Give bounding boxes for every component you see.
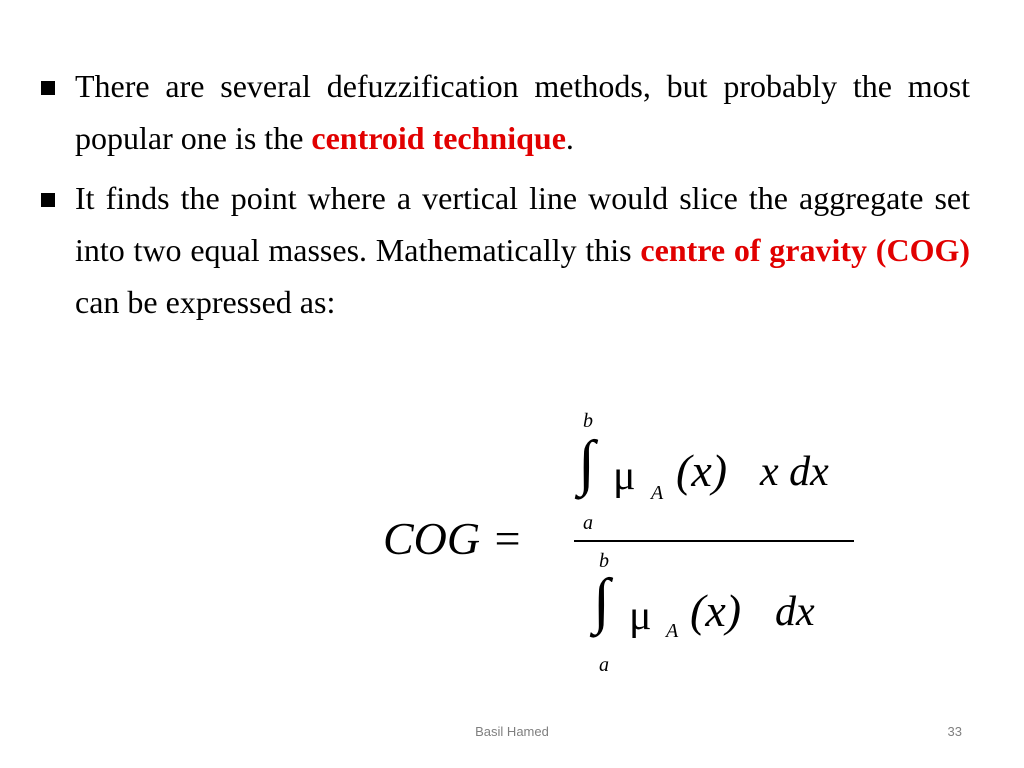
numerator-mu: μ [613,453,636,499]
numerator-subscript: A [651,482,664,504]
denominator-argument: (x) [690,585,742,636]
numerator-integral-sign: ∫ [578,429,595,497]
numerator-argument: (x) [676,445,728,496]
numerator-lower-limit: a [583,512,593,534]
numerator-upper-limit: b [583,410,593,432]
bullet-text-end: can be expressed as: [75,284,336,320]
highlight-term: centre of gravity (COG) [640,232,971,268]
bullet-text: There are several defuzzification methods, but probably the most popular one is the [75,68,970,156]
denominator-mu: μ [629,593,652,639]
page-number: 33 [947,724,962,739]
numerator-tail: x dx [760,449,829,495]
denominator-upper-limit: b [599,550,609,572]
denominator-integral-sign: ∫ [593,567,610,635]
highlight-term: centroid technique [311,120,566,156]
footer-author: Basil Hamed [475,724,549,739]
denominator-tail: dx [775,589,815,635]
fraction-bar [574,540,854,542]
denominator-lower-limit: a [599,654,609,676]
formula-lhs: COG = [383,513,523,564]
bullet-text: It finds the point where a vertical line would slice the aggregate set into two equal masses. Mathematically this [75,180,970,268]
bullet-text-end: . [565,120,574,156]
denominator-subscript: A [666,620,679,642]
